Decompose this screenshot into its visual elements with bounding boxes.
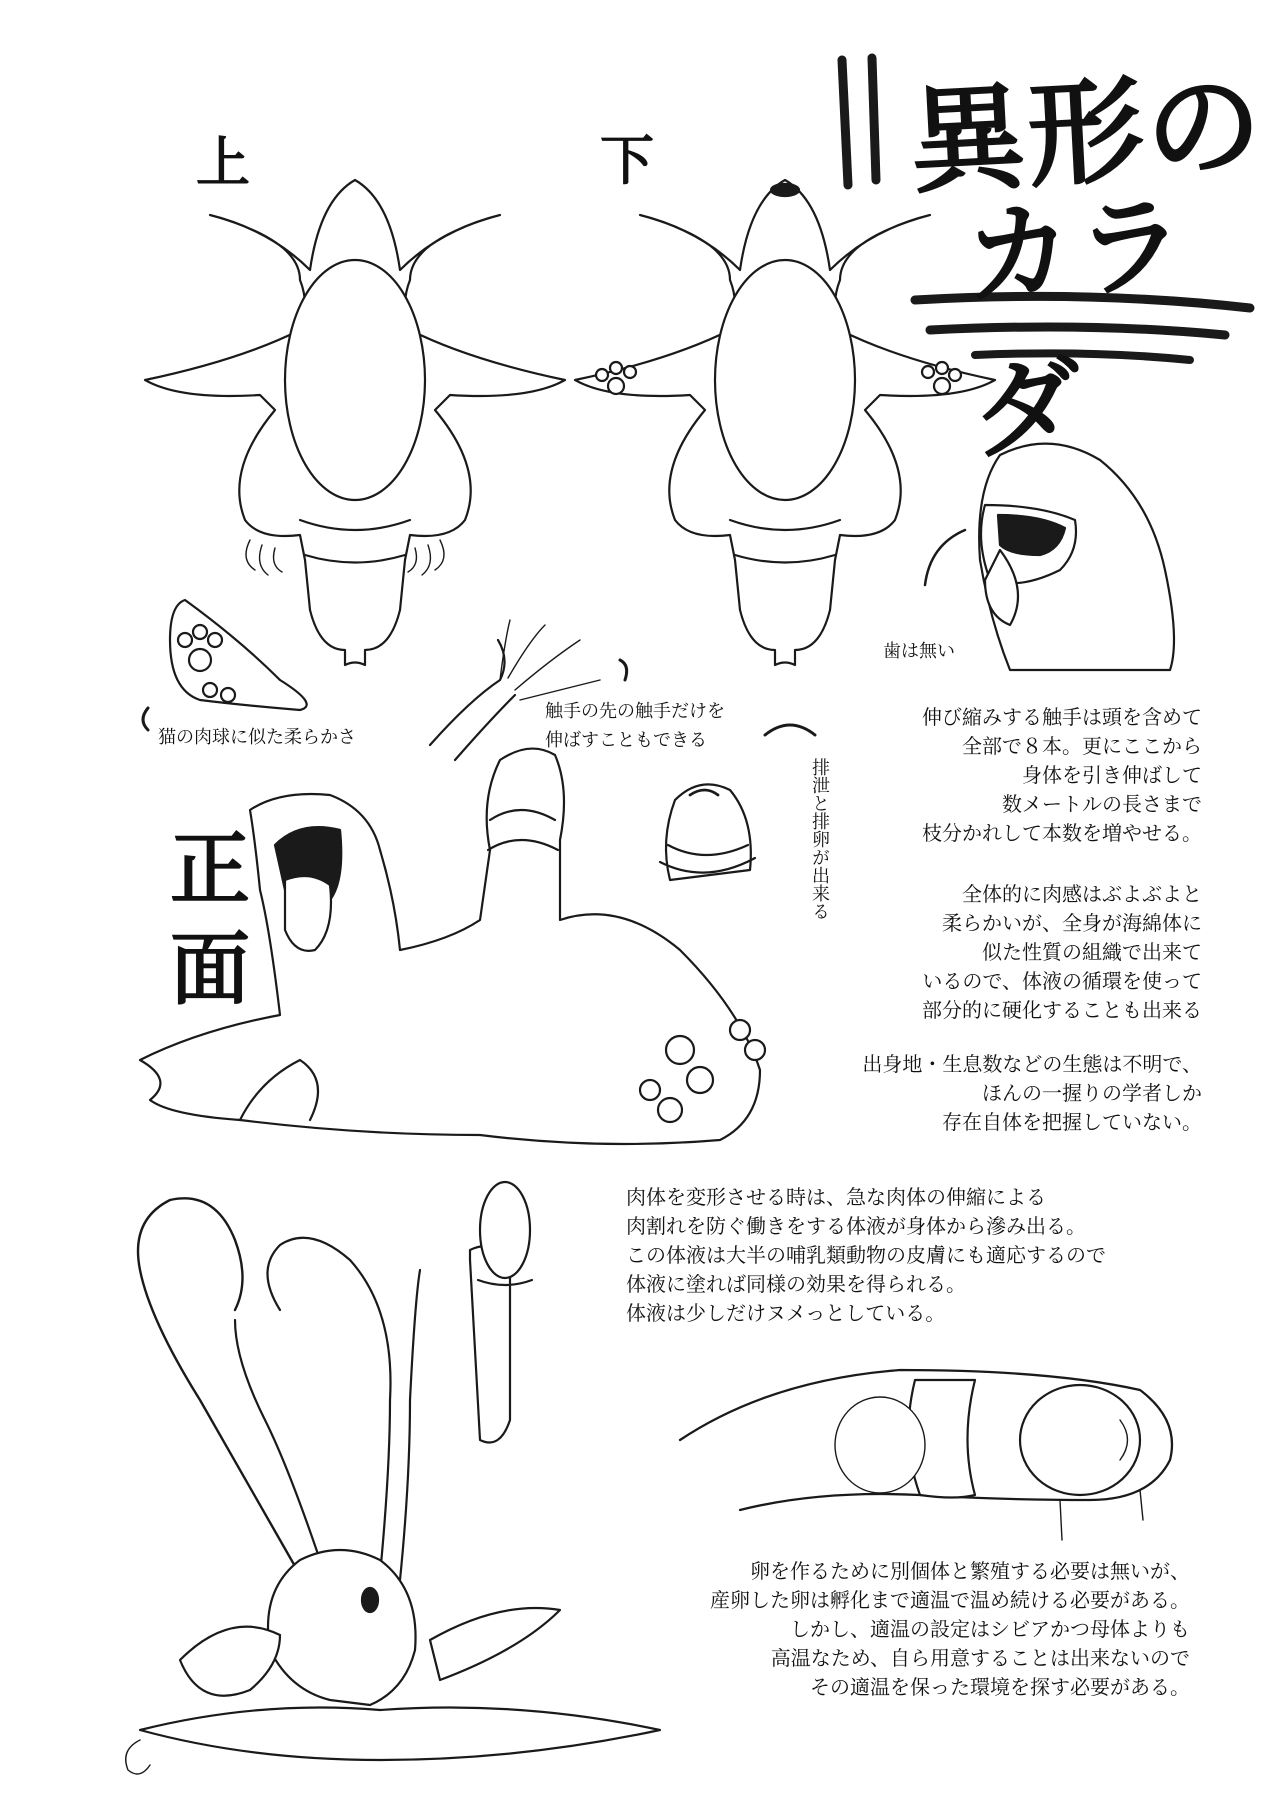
bottom-view-label: 下 bbox=[600, 129, 654, 192]
creature-top-view bbox=[145, 180, 565, 665]
creature-bottom-view bbox=[575, 180, 995, 665]
paragraph-line: 体液は少しだけヌメっとしている。 bbox=[626, 1301, 946, 1325]
tentacle-annotation-line1: 触手の先の触手だけを bbox=[545, 701, 725, 722]
paragraph-line: 数メートルの長さまで bbox=[1002, 792, 1202, 816]
paragraph-body bbox=[922, 880, 1202, 1025]
page-title-line1: 異形の bbox=[906, 57, 1267, 211]
front-view-label-line1: 正 bbox=[170, 823, 250, 916]
paragraph-line: 枝分かれして本数を増やせる。 bbox=[922, 821, 1202, 845]
tentacle-segment-closeup bbox=[680, 1370, 1172, 1540]
paragraph-line: 伸び縮みする触手は頭を含めて bbox=[922, 705, 1202, 729]
mouth-closeup bbox=[925, 444, 1174, 670]
paragraph-line: 体液に塗れば同様の効果を得られる。 bbox=[626, 1272, 966, 1296]
paragraph-line: ほんの一握りの学者しか bbox=[982, 1081, 1202, 1105]
paragraph-line: しかし、適温の設定はシビアかつ母体よりも bbox=[790, 1617, 1190, 1641]
paragraph-line: 存在自体を把握していない。 bbox=[942, 1110, 1202, 1134]
top-view-label: 上 bbox=[196, 131, 250, 194]
front-view-label bbox=[165, 820, 255, 1020]
tentacle-annotation-line2: 伸ばすこともできる bbox=[545, 730, 707, 751]
front-view-label-line2: 面 bbox=[170, 923, 250, 1016]
paw-closeup bbox=[143, 600, 307, 730]
paragraph-line: 高温なため、自ら用意することは出来ないので bbox=[770, 1646, 1190, 1670]
paragraph-line: この体液は大半の哺乳類動物の皮膚にも適応するので bbox=[626, 1243, 1106, 1267]
paragraph-line: 全部で８本。更にここから bbox=[962, 734, 1202, 758]
paragraph-line: 部分的に硬化することも出来る bbox=[922, 998, 1202, 1022]
paragraph-line: 肉割れを防ぐ働きをする体液が身体から滲み出る。 bbox=[626, 1214, 1086, 1238]
creature-slime-pose bbox=[126, 1182, 660, 1774]
tentacle-annotation bbox=[545, 697, 725, 755]
paragraph-line: 卵を作るために別個体と繁殖する必要は無いが、 bbox=[750, 1559, 1190, 1583]
paragraph-line: 身体を引き伸ばして bbox=[1022, 763, 1202, 787]
paragraph-tentacles bbox=[922, 703, 1202, 848]
paragraph-line: いるので、体液の循環を使って bbox=[922, 969, 1202, 993]
paragraph-line: 産卵した卵は孵化まで適温で温め続ける必要がある。 bbox=[710, 1588, 1190, 1612]
paragraph-ecology bbox=[862, 1050, 1202, 1137]
paragraph-line: 全体的に肉感はぶよぶよと bbox=[962, 882, 1202, 906]
paragraph-line: 肉体を変形させる時は、急な肉体の伸縮による bbox=[626, 1185, 1046, 1209]
paw-annotation: 猫の肉球に似た柔らかさ bbox=[158, 727, 356, 748]
paragraph-line: その適温を保った環境を探す必要がある。 bbox=[810, 1675, 1190, 1699]
page-title-line2: カラダ bbox=[961, 183, 1192, 475]
paragraph-eggs bbox=[710, 1557, 1190, 1702]
paragraph-line: 柔らかいが、全身が海綿体に bbox=[942, 911, 1202, 935]
paragraph-line: 出身地・生息数などの生態は不明で、 bbox=[862, 1052, 1202, 1076]
paragraph-fluid bbox=[626, 1183, 1106, 1328]
teeth-annotation: 歯は無い bbox=[883, 641, 955, 662]
paragraph-line: 似た性質の組織で出来て bbox=[982, 940, 1202, 964]
excretion-annotation: 排泄と排卵が出来る bbox=[809, 758, 830, 920]
